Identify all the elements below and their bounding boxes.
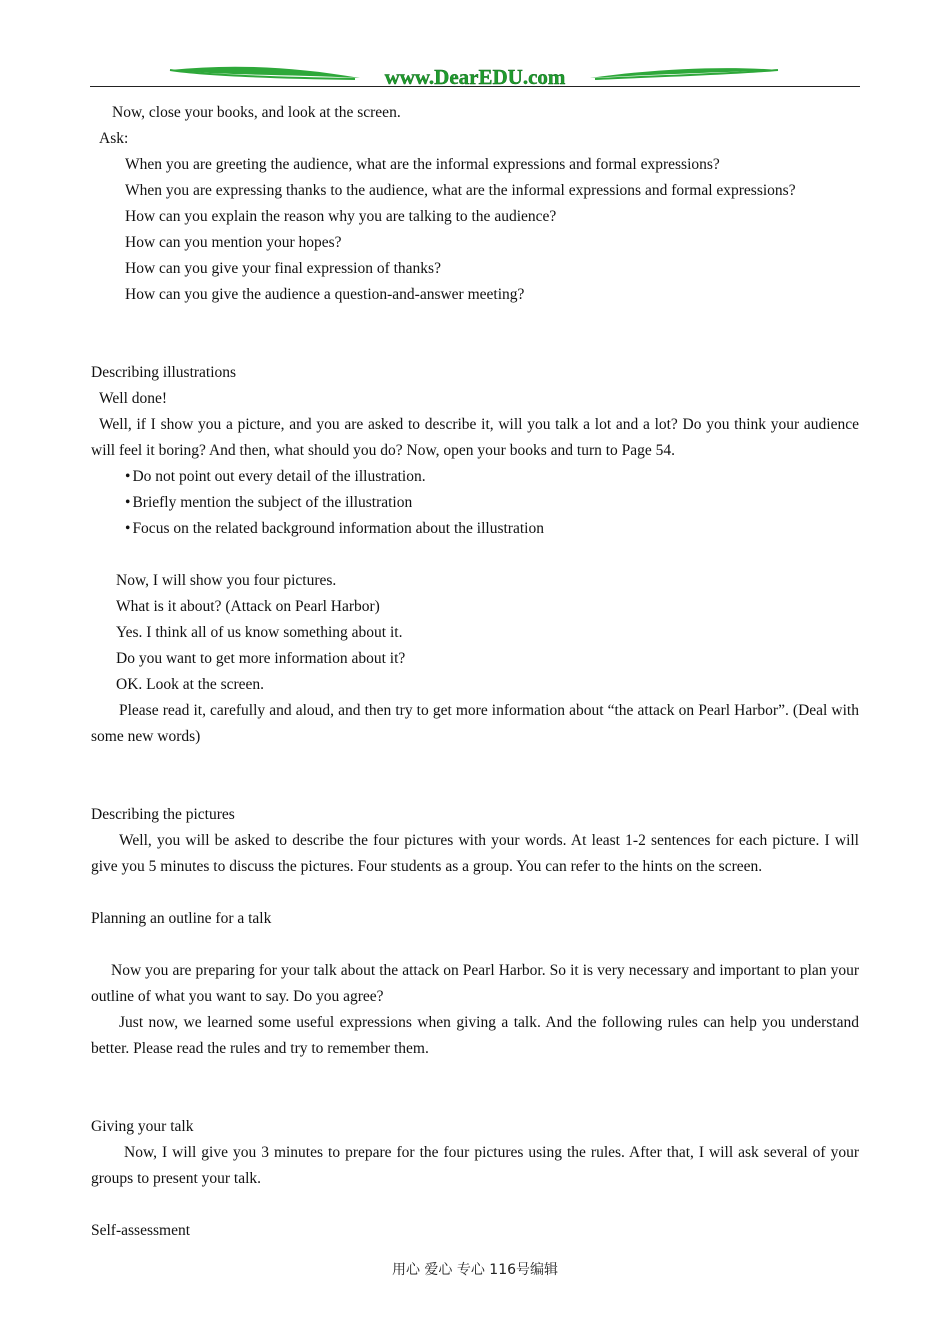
question-item: How can you give the audience a question-and-answer meeting? [125, 286, 525, 303]
bullet-icon: • [125, 494, 131, 511]
giving-talk-paragraph: Now, I will give you 3 minutes to prepare for the four pictures using the rules. After that, I will ask several of your groups to present your talk. [91, 1144, 859, 1187]
outline-paragraph-1: Now you are preparing for your talk about the attack on Pearl Harbor. So it is very necessary and important to plan your outline of what you want to say. Do you agree? [91, 962, 859, 1005]
question-item: When you are greeting the audience, what are the informal expressions and formal expressions? [125, 156, 720, 173]
bullet-icon: • [125, 468, 131, 485]
illustrations-paragraph: Well, if I show you a picture, and you are asked to describe it, will you talk a lot and a lot? Do you think your audience will feel it boring? And then, what should you do? Now, open your books and turn to Page 54. [91, 416, 859, 459]
question-item: How can you give your final expression of thanks? [125, 260, 441, 277]
pictures-paragraph: Well, you will be asked to describe the four pictures with your words. At least 1-2 sentences for each picture. I will give you 5 minutes to discuss the pictures. Four students as a group. You can refer to the hints on the screen. [91, 832, 859, 875]
bullet-icon: • [125, 520, 131, 537]
section-heading-planning-outline: Planning an outline for a talk [91, 910, 272, 927]
section-heading-describing-pictures: Describing the pictures [91, 806, 235, 823]
bullet-text: Do not point out every detail of the illustration. [132, 468, 426, 485]
bullet-text: Focus on the related background information about the illustration [132, 520, 544, 537]
right-swoosh-icon [590, 68, 778, 78]
bullet-text: Briefly mention the subject of the illustration [132, 494, 413, 511]
question-item: How can you explain the reason why you are talking to the audience? [125, 208, 557, 225]
question-item: When you are expressing thanks to the audience, what are the informal expressions and formal expressions? [125, 182, 796, 199]
intro-line: Now, close your books, and look at the screen. [112, 104, 401, 121]
dialogue-line: OK. Look at the screen. [116, 676, 265, 693]
dialogue-line: What is it about? (Attack on Pearl Harbor) [116, 598, 380, 615]
outline-paragraph-2: Just now, we learned some useful expressions when giving a talk. And the following rules can help you understand better. Please read the rules and try to remember them. [91, 1014, 859, 1057]
page-footer: 用心 爱心 专心 116号编辑 [391, 1262, 559, 1278]
section-heading-describing-illustrations: Describing illustrations [91, 364, 237, 381]
section-heading-self-assessment: Self-assessment [91, 1222, 191, 1239]
ask-label: Ask: [99, 130, 129, 147]
dialogue-line: Do you want to get more information about it? [116, 650, 406, 667]
well-done-line: Well done! [99, 390, 168, 407]
document-body [91, 100, 859, 1244]
bullet-item [91, 516, 859, 542]
logo-text: www.DearEDU.com [384, 65, 566, 89]
question-item: How can you mention your hopes? [125, 234, 342, 251]
dialogue-line: Now, I will show you four pictures. [116, 572, 337, 589]
section-heading-giving-talk: Giving your talk [91, 1118, 194, 1135]
closing-paragraph: Please read it, carefully and aloud, and then try to get more information about “the attack on Pearl Harbor”. (Deal with some new words) [91, 702, 859, 745]
bullet-item [91, 490, 859, 516]
bullet-item [91, 464, 859, 490]
header-rule [90, 86, 860, 87]
dialogue-line: Yes. I think all of us know something about it. [116, 624, 403, 641]
